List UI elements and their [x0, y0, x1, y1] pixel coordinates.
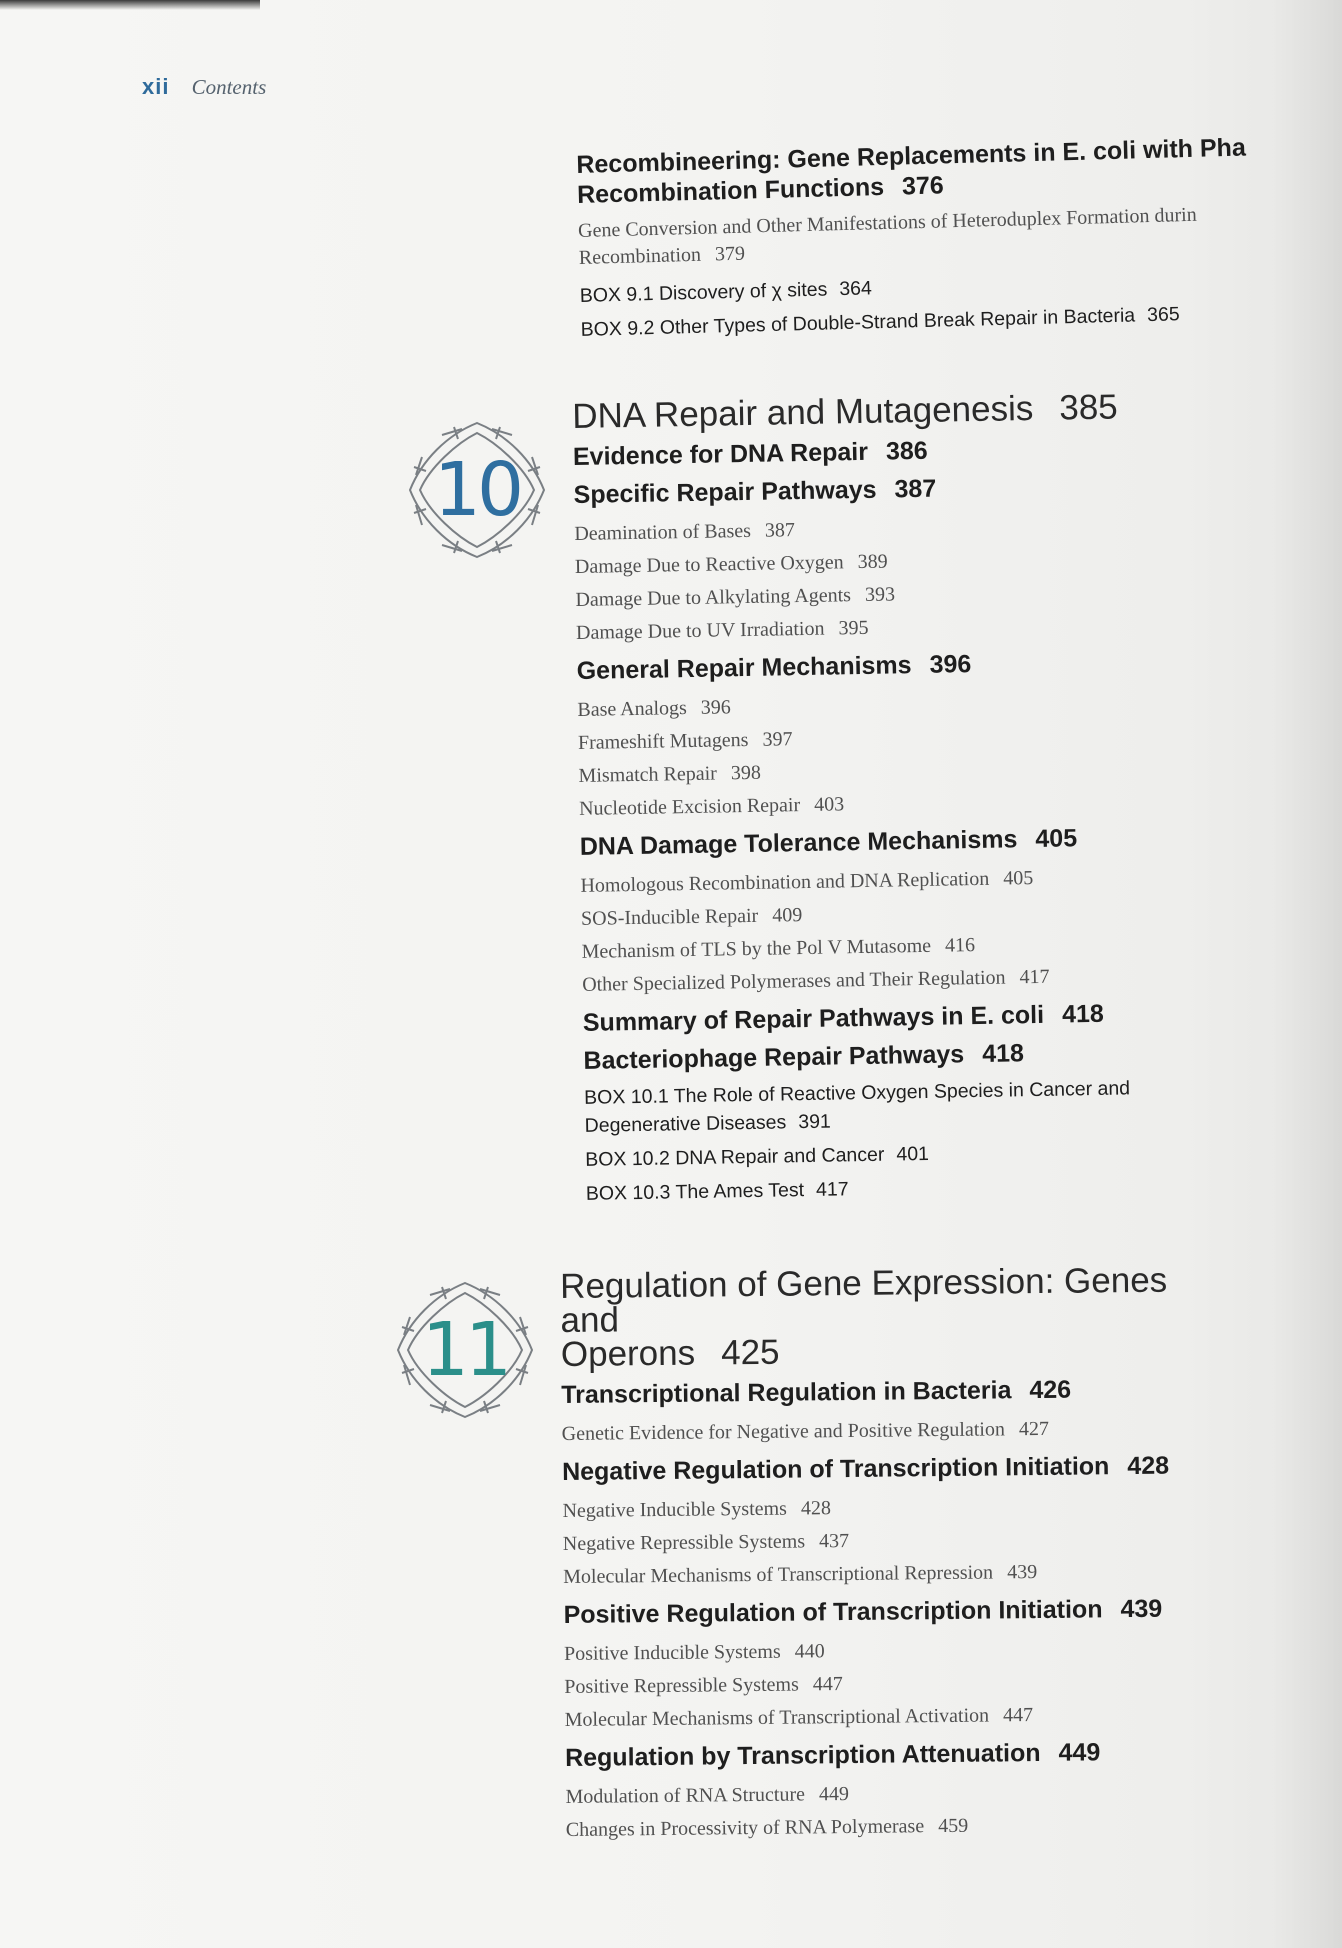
- chapter-11-badge: [390, 1275, 540, 1430]
- toc-subsection[interactable]: [566, 1807, 1226, 1847]
- box-page: 401: [896, 1142, 930, 1166]
- subsection-page: 389: [857, 550, 888, 574]
- subsection-title: Deamination of Bases: [574, 519, 752, 545]
- box-page: 365: [1146, 303, 1180, 327]
- subsection-title: Molecular Mechanisms of Transcriptional Repression: [563, 1561, 994, 1588]
- section-title: Transcriptional Regulation in Bacteria: [561, 1376, 1012, 1409]
- subsection-page: 397: [762, 728, 793, 751]
- subsection-page: 398: [730, 761, 762, 785]
- subsection-page: 427: [1018, 1417, 1050, 1441]
- subsection-page: 439: [1007, 1561, 1038, 1584]
- toc-section[interactable]: [576, 645, 1196, 686]
- chapter-title-cont: Operons: [560, 1333, 696, 1374]
- toc-section[interactable]: [583, 1035, 1203, 1076]
- subsection-page: 447: [1002, 1704, 1034, 1727]
- chapter-title[interactable]: [572, 389, 1192, 434]
- toc-section[interactable]: [565, 1736, 1225, 1773]
- section-title: Summary of Repair Pathways in E. coli: [582, 1000, 1045, 1037]
- box-title: BOX 9.2 Other Types of Double-Strand Break Repair in Bacteria: [580, 304, 1136, 341]
- chapter-number: 11: [421, 1307, 509, 1393]
- toc-subsection[interactable]: [578, 200, 1279, 272]
- toc-section[interactable]: [576, 132, 1277, 210]
- section-title: Specific Repair Pathways: [573, 475, 877, 509]
- section-title: Recombineering: Gene Replacements in E. coli with Pha: [576, 133, 1247, 179]
- section-title-cont: Recombination Functions: [576, 172, 885, 209]
- toc-box[interactable]: [585, 1135, 1205, 1174]
- section-title: Evidence for DNA Repair: [572, 437, 869, 471]
- subsection-page: 449: [818, 1783, 850, 1806]
- subsection-title: Negative Inducible Systems: [562, 1497, 788, 1522]
- box-page: 417: [815, 1178, 849, 1201]
- subsection-page: 396: [700, 696, 732, 719]
- toc-section[interactable]: [573, 469, 1193, 510]
- subsection-page: 428: [800, 1497, 832, 1520]
- chapter-10-badge: [402, 415, 552, 570]
- subsection-title: Negative Repressible Systems: [562, 1530, 806, 1555]
- subsection-title: Homologous Recombination and DNA Replication: [580, 867, 990, 897]
- section-page: 405: [1035, 824, 1078, 853]
- subsection-page: 447: [812, 1673, 843, 1696]
- section-page: 396: [929, 650, 972, 679]
- subsection-title: Mechanism of TLS by the Pol V Mutasome: [581, 934, 932, 963]
- box-title-cont: Degenerative Diseases: [584, 1111, 787, 1137]
- toc-subsection[interactable]: [562, 1411, 1222, 1451]
- chapter-10-toc: [572, 389, 1206, 1214]
- chapter-11-toc: [559, 1260, 1226, 1847]
- subsection-title: Frameshift Mutagens: [577, 728, 749, 754]
- subsection-title: Damage Due to UV Irradiation: [575, 617, 825, 644]
- section-page: 387: [894, 474, 937, 504]
- section-page: 439: [1120, 1594, 1163, 1624]
- subsection-title: Damage Due to Reactive Oxygen: [574, 551, 844, 578]
- toc-subsection[interactable]: [565, 1697, 1225, 1737]
- subsection-page: 459: [938, 1814, 969, 1838]
- chapter-title[interactable]: [559, 1260, 1221, 1374]
- subsection-page: 417: [1019, 965, 1050, 989]
- subsection-title: Genetic Evidence for Negative and Positive Regulation: [561, 1418, 1006, 1445]
- section-title: General Repair Mechanisms: [576, 651, 912, 685]
- toc-section[interactable]: [583, 997, 1203, 1038]
- box-title: BOX 10.1 The Role of Reactive Oxygen Species in Cancer and: [583, 1077, 1131, 1109]
- box-title: BOX 10.3 The Ames Test: [585, 1179, 805, 1205]
- section-page: 449: [1058, 1738, 1101, 1767]
- section-page: 426: [1029, 1375, 1072, 1405]
- toc-subsection[interactable]: [563, 1554, 1223, 1594]
- chapter-page: 425: [720, 1332, 780, 1373]
- section-page: 418: [1061, 999, 1105, 1029]
- toc-box[interactable]: [586, 1169, 1206, 1208]
- page-gutter-edge: [1272, 0, 1342, 1948]
- subsection-title: Damage Due to Alkylating Agents: [575, 584, 852, 611]
- toc-section[interactable]: [580, 821, 1200, 862]
- page-number: xii: [142, 74, 170, 99]
- box-title: BOX 9.1 Discovery of χ sites: [579, 278, 828, 307]
- chapter-page: 385: [1058, 387, 1119, 428]
- section-title: Regulation by Transcription Attenuation: [564, 1738, 1041, 1772]
- section-page: 386: [885, 436, 928, 466]
- subsection-title-cont: Recombination: [578, 243, 702, 269]
- chapter-title-text: DNA Repair and Mutagenesis: [571, 388, 1034, 436]
- subsection-title: Positive Repressible Systems: [564, 1673, 799, 1698]
- subsection-page: 403: [813, 793, 845, 816]
- section-page: 376: [901, 171, 945, 201]
- subsection-page: 416: [944, 934, 976, 957]
- box-page: 364: [839, 277, 873, 301]
- section-title: Positive Regulation of Transcription Initiation: [563, 1595, 1103, 1629]
- subsection-title: Gene Conversion and Other Manifestations of Heteroduplex Formation durin: [577, 203, 1197, 242]
- section-title: DNA Damage Tolerance Mechanisms: [579, 825, 1018, 861]
- section-page: 428: [1127, 1451, 1170, 1481]
- running-head: [142, 74, 266, 100]
- section-page: 418: [981, 1039, 1025, 1068]
- subsection-title: Positive Inducible Systems: [563, 1640, 781, 1665]
- section-title: Negative Regulation of Transcription Initiation: [561, 1452, 1110, 1486]
- running-head-title: Contents: [191, 75, 267, 99]
- toc-box[interactable]: [584, 1073, 1205, 1140]
- box-page: 391: [798, 1110, 831, 1134]
- chapter-title-text: Regulation of Gene Expression: Genes and: [559, 1260, 1168, 1340]
- subsection-page: 387: [764, 519, 796, 542]
- box-title: BOX 10.2 DNA Repair and Cancer: [585, 1143, 885, 1171]
- subsection-title: Modulation of RNA Structure: [565, 1783, 806, 1808]
- page-top-shadow: [0, 0, 260, 10]
- toc-section[interactable]: [563, 1593, 1223, 1630]
- toc-section[interactable]: [573, 431, 1193, 472]
- subsection-page: 437: [818, 1529, 850, 1553]
- toc-section[interactable]: [561, 1373, 1221, 1410]
- subsection-title: SOS-Inducible Repair: [580, 904, 759, 930]
- subsection-page: 393: [864, 583, 896, 606]
- subsection-page: 379: [714, 242, 746, 266]
- subsection-title: Other Specialized Polymerases and Their Regulation: [582, 966, 1006, 996]
- subsection-title: Nucleotide Excision Repair: [578, 794, 801, 820]
- section-title: Bacteriophage Repair Pathways: [583, 1040, 965, 1075]
- subsection-title: Changes in Processivity of RNA Polymerase: [565, 1815, 925, 1841]
- subsection-page: 409: [772, 904, 803, 927]
- chapter-number: 10: [433, 447, 521, 533]
- subsection-title: Molecular Mechanisms of Transcriptional Activation: [564, 1704, 990, 1731]
- subsection-page: 405: [1003, 867, 1034, 890]
- subsection-title: Mismatch Repair: [578, 762, 718, 787]
- previous-chapter-tail: [576, 132, 1281, 350]
- toc-section[interactable]: [562, 1450, 1222, 1487]
- subsection-page: 440: [794, 1640, 825, 1663]
- subsection-title: Base Analogs: [577, 697, 688, 721]
- subsection-page: 395: [838, 616, 869, 640]
